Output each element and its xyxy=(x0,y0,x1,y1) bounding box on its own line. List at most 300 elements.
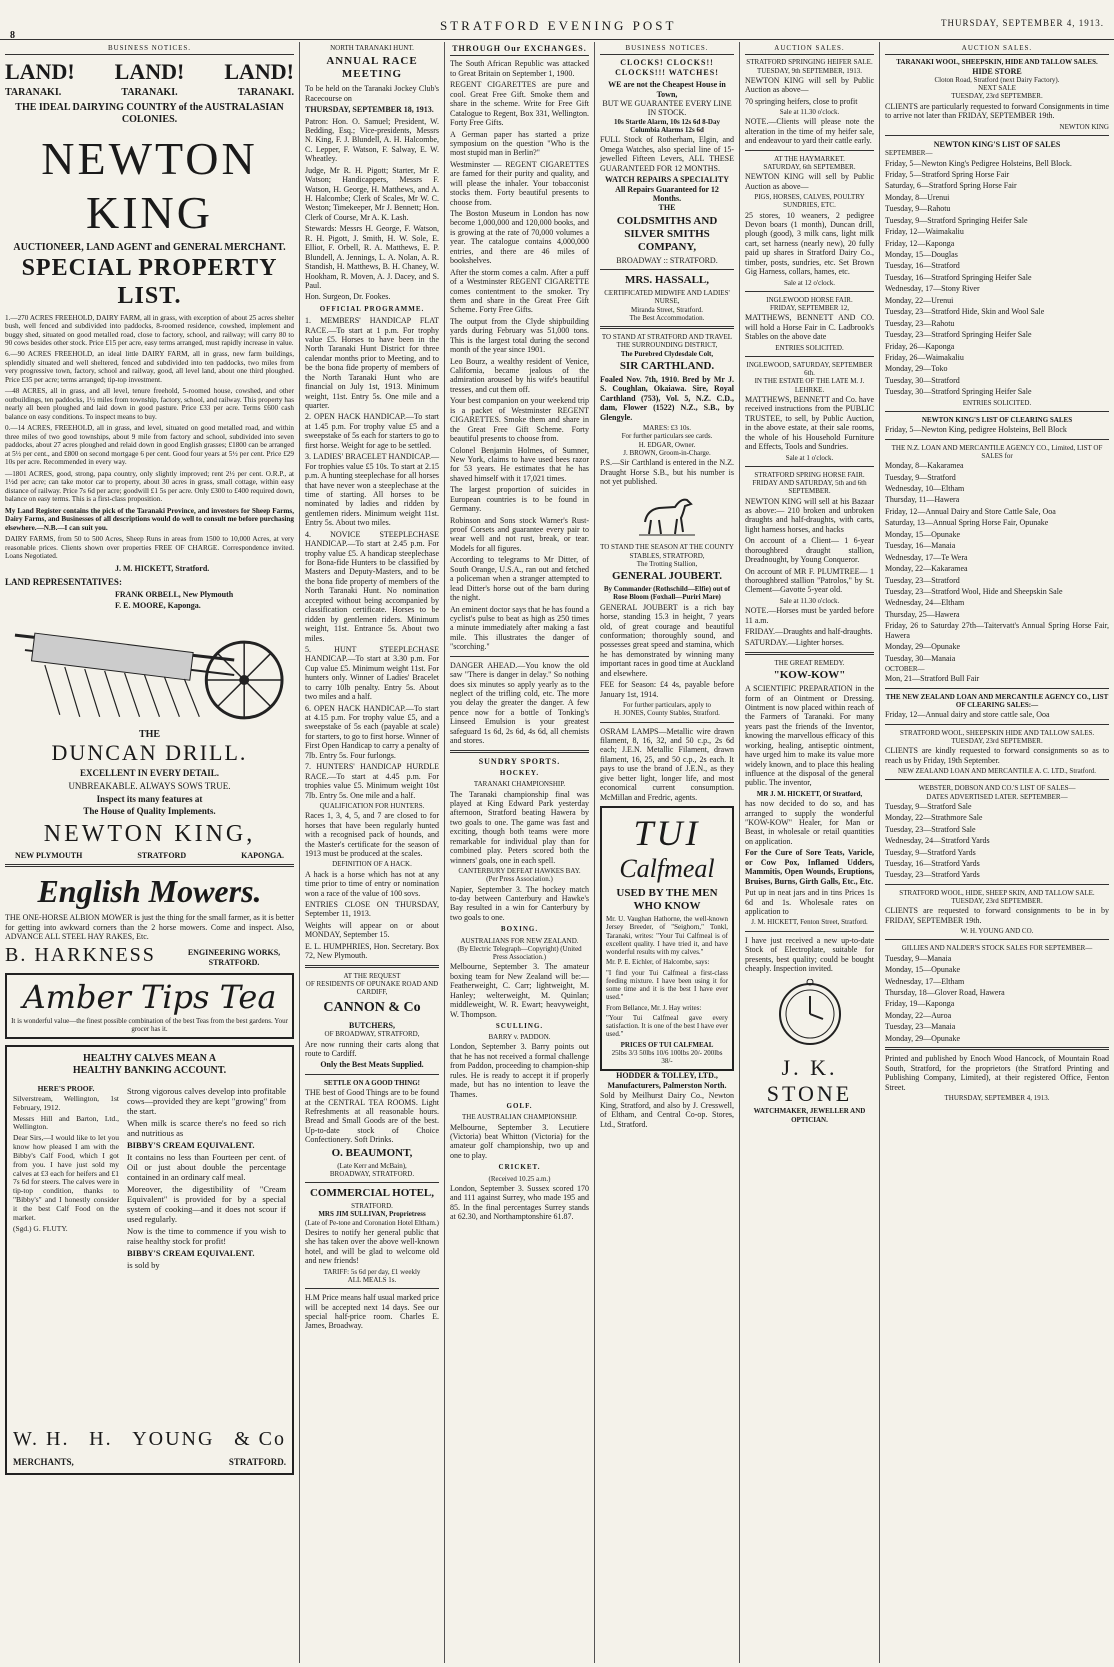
fair-time: Sale at 11.30 o'clock. xyxy=(779,596,840,605)
column-4 xyxy=(595,42,740,1663)
location: STRATFORD xyxy=(137,851,187,861)
amber-tips-tea-ad xyxy=(5,973,294,1039)
clock-illustration xyxy=(745,979,874,1049)
trotting: The Trotting Stallion, xyxy=(636,559,698,568)
sale-item: Tuesday, 23—Stratford Wool, Hide and Sheepskin Sale xyxy=(885,586,1063,596)
the-label: THE xyxy=(138,728,161,740)
haymarket: AT THE HAYMARKET. xyxy=(774,154,845,163)
kow-kow: "KOW-KOW" xyxy=(773,669,846,682)
issue-date: THURSDAY, SEPTEMBER 4, 1913. xyxy=(940,18,1104,28)
divider xyxy=(600,326,734,329)
repairs: WATCH REPAIRS A SPECIALITY All Repairs Guaranteed for 12 Months. xyxy=(605,175,729,203)
sale-item: Tuesday, 16—Stratford Yards xyxy=(885,858,980,868)
listing: —1801 ACRES, good, strong, papa country, only slightly improved; rent 2½ per cent. O.R.P., at 1½d per acre; can take motor car to property, about 30 acres in grass, small cottage, within easy distance of railway. Price 7s 6d per acre; goodwill £1 5s per acre. Only £300 to £400 required down, balance on easy terms. This is a first-class proposition. xyxy=(5,469,294,504)
weights: Weights will appear on or about MONDAY, September 15. xyxy=(305,920,439,940)
bibbys-line: When milk is scarce there's no feed so rich and nutritious as xyxy=(127,1118,286,1139)
hunt-line: Judge, Mr R. H. Pigott; Starter, Mr F. Watson; Handicappers, Messrs F. Watson, H. George, H. Matthews, and A. H. Halcombe; Clerk of Scales, Mr W. C. Weston; Timekeeper, Mr J. Bennett; Hon. Clerk of Course, Mr A. K. Lash. xyxy=(305,165,439,222)
programme-head: OFFICIAL PROGRAMME. xyxy=(319,304,425,313)
copyright: (By Electric Telegraph—Copyright) (United Press Association.) xyxy=(457,944,582,962)
sale-item: Friday, 26—Waimakaliu xyxy=(885,352,964,362)
sale-item: Tuesday, 16—Stratford Springing Heifer Sale xyxy=(885,272,1032,282)
listing: 6.—90 ACRES FREEHOLD, an ideal little DAIRY FARM, all in grass, new farm buildings, splendidly situated and well sheltered, fenced and subdivided into ten paddocks, two miles from very progressive town, factory, school and railway, good, all level land, about one third ploughed. Price £35 per acre; terms arranged; tip-top investment. xyxy=(5,350,294,384)
sundry-sports: SUNDRY SPORTS. xyxy=(478,756,561,766)
sale-item: Mon, 21—Stratford Bull Fair xyxy=(885,674,980,684)
hassall: MRS. HASSALL, xyxy=(624,274,710,287)
sullivan: MRS JIM SULLIVAN, Proprietress xyxy=(318,1210,426,1219)
cannon-text: Are now running their carts along that route to Cardiff. xyxy=(305,1039,439,1058)
nk-sign: NEWTON KING xyxy=(1059,122,1109,131)
sale-item: Thursday, 11—Hawera xyxy=(885,495,960,505)
exchange-item: REGENT CIGARETTES are pure and cool. Great Free Gift. Smoke them and share in the scheme. Write for Free Gift Catalogue to Regent, Box 331, Wellington. Forty Free Gifts. xyxy=(450,80,589,128)
sale-item: Friday, 12—Annual dairy and store cattle sale, Ooa xyxy=(885,710,1050,720)
divider xyxy=(745,291,874,292)
fair-note: NOTE.—Horses must be yarded before 11 a.m. xyxy=(745,606,874,625)
sale-item: Monday, 22—Urenui xyxy=(885,295,954,305)
locations-row xyxy=(5,851,294,860)
kow-text2: has now decided to do so, and has arranged to supply the wonderful "KOW-KOW" Healer, for Man or Beast, in wholesale or retail quantities on application. xyxy=(745,799,874,846)
guarantee: BUT WE GUARANTEE EVERY LINE IN STOCK. xyxy=(602,99,732,118)
mares: MARES: £3 10s. xyxy=(642,424,692,433)
proof-line: Messrs Hill and Barton, Ltd., Wellington. xyxy=(13,1113,119,1132)
programme-item: 6. OPEN HACK HANDICAP.—To start at 4.15 p.m. For trophy value £5, and a sweepstake of 5s each (payable at scale) for starters, to go to first horse. Winner of First Open Handicap to carry a penalty of 7lb. Entry 5s. Four furlongs. xyxy=(305,703,439,760)
bibbys-line: BIBBY'S CREAM EQUIVALENT. xyxy=(127,1140,255,1151)
bellance-text: "Your Tui Calfmeal gave every satisfaction. It is one of the best I have ever used." xyxy=(606,1013,728,1039)
wh-young-row xyxy=(13,1428,286,1452)
kow-cures: For the Cure of Sore Teats, Varicle, or Cow Pox, Inflamed Udders, Mammitis, Open Wounds, Eruptions, Bruises, Burns, Girth Galls, Etc., Etc. xyxy=(745,848,874,886)
sale-item: Tuesday, 9—Stratford Sale xyxy=(885,801,972,811)
divider xyxy=(5,864,294,867)
column-5 xyxy=(740,42,880,1663)
location: KAPONGA. xyxy=(241,851,284,861)
rep-name: F. E. MOORE, Kaponga. xyxy=(115,601,201,611)
tariff: TARIFF: 5s 6d per day, £1 weekly xyxy=(323,1267,421,1276)
sale-item: Monday, 15—Opunake xyxy=(885,965,961,975)
programme-item: 4. NOVICE STEEPLECHASE HANDICAP.—To start at 2.45 p.m. For trophy value £5. A handicap steeplechase for Bona-fide Hunters to be classified by Masters and Deputy-Masters, and to be the bona fide property of members of the North Taranaki Hunt. No nomination accepted without being accompanied by classification certificate. Horses to be ridden by gentlemen riders. Minimum weight, 11st. Entrance 5s. About two miles. xyxy=(305,529,439,643)
drill-line: UNBREAKABLE. ALWAYS SOWS TRUE. xyxy=(68,780,231,791)
coldsmiths: COLDSMITHS AND SILVER SMITHS COMPANY, xyxy=(616,214,718,253)
sale-item: Tuesday, 9—Manaia xyxy=(885,953,952,963)
exchange-item: Colonel Benjamin Holmes, of Sumner, New York, claims to have used bees razor for 53 years. He estimates that he has shaved himself with it 17,021 times. xyxy=(450,445,589,483)
webster-sales-list xyxy=(885,802,1109,880)
pigs-head: PIGS, HORSES, CALVES, POULTRY SUNDRIES, ETC. xyxy=(754,193,865,210)
exchange-item: According to telegrams to Mr Ditter, of South Orange, U.S.A., ran out and fetched a policeman when a stranger attempted to lead Ditter's horse out of the barn during the night. xyxy=(450,555,589,603)
hunt-head: NORTH TARANAKI HUNT. xyxy=(330,44,414,52)
golf-head: GOLF. xyxy=(506,1102,533,1111)
not-cheapest: WE are not the Cheapest House in Town, xyxy=(608,80,726,99)
stwool-head: STRATFORD WOOL, HIDE, SHEEP SKIN, AND TALLOW SALE. xyxy=(899,888,1095,897)
hunt-line: Patron: Hon. O. Samuel; President, W. Bedding, Esq.; Vice-presidents, Messrs N. King, F. J. Blundell, A. H. Halcombe, C. Lepper, F. Watson, F. Salway, E. W. Wheatley. xyxy=(305,116,439,164)
column-3 xyxy=(445,42,595,1663)
hunt-line: Stewards: Messrs H. George, F. Watson, R. H. Pigott, J. Smith, H. W. Sole, E. Elliot, F. Orbell, R. A. Matthews, E. P. Blundell, A. Jennings, L. A. Nolan, A. R. Standish, H. Matthews, B. H. Chaney, W. Hookham, R. Moven, A. J. Dacey, and S. Paul. xyxy=(305,224,439,290)
divider xyxy=(745,466,874,467)
calfmeal-title: Calfmeal xyxy=(619,854,715,884)
owner: H. EDGAR, Owner. xyxy=(638,440,696,449)
divider xyxy=(885,439,1109,440)
bibbys-line: Strong vigorous calves develop into profitable cows—provided they are kept "growing" from the start. xyxy=(127,1085,286,1117)
newton-king-title: NEWTON KING xyxy=(41,132,258,238)
apply-cards: For further particulars see cards. xyxy=(621,432,713,441)
harkness-row xyxy=(5,944,294,968)
exchange-item: Westminster — REGENT CIGARETTES are famed for their purity and quality, and will please the inhaler. Your tobacconist stocks them. Forty beautiful presents to choose from. xyxy=(450,159,589,207)
secretary: E. L. HUMPHRIES, Hon. Secretary. Box 72, New Plymouth. xyxy=(305,941,439,961)
calves-grid xyxy=(13,1085,286,1272)
stwool-firm: W. H. YOUNG AND CO. xyxy=(960,927,1034,936)
amber-tips-tea: Amber Tips Tea xyxy=(22,978,277,1017)
sale-item: Tuesday, 30—Manaia xyxy=(885,653,956,663)
bibbys-line: Now is the time to commence if you wish to raise healthy stock for profit! xyxy=(127,1226,286,1247)
cricket-recv: (Received 10.25 a.m.) xyxy=(488,1174,551,1183)
dairy-farms: DAIRY FARMS, from 50 to 500 Acres, Sheep Runs in areas from 1500 to 10,000 Acres, at very reasonable prices. Clients shown over properties FREE OF CHARGE. Correspondence invited. Loans Negotiated. xyxy=(5,535,294,561)
sale-item: Friday, 12—Annual Dairy and Store Cattle Sale, Ooa xyxy=(885,506,1056,516)
section-heading: AUCTION SALES. xyxy=(885,44,1109,55)
sale-item: Monday, 22—Kakaramea xyxy=(885,564,968,574)
duncan-drill: DUNCAN DRILL. xyxy=(51,740,248,766)
barry-head: BARRY v. PADDON. xyxy=(488,1033,551,1042)
sale-item: Monday, 15—Opunake xyxy=(885,529,961,539)
stone-name: J. K. STONE xyxy=(766,1055,853,1107)
taranaki-row xyxy=(5,87,294,99)
prices-head: PRICES OF TUI CALFMEAL xyxy=(620,1040,714,1049)
qual-text: Races 1, 3, 4, 5, and 7 are closed to for horses that have been regularly hunted with a recognised pack of hounds, and the Master's certificate for the season of 1913 must be produced at the scales. xyxy=(305,811,439,858)
principal-name: J. M. HICKETT, Stratford. xyxy=(115,563,210,573)
sir-carthland: SIR CARTHLAND. xyxy=(619,359,715,372)
sale-item: Monday, 22—Auroa xyxy=(885,1010,952,1020)
pigs-items: 25 stores, 10 weaners, 2 pedigree Devon boars (1 month), Duncan drill, plough (good), 3 milk cans, light milk cart, set harness (nearly new), 20 fully paid up shares in Stratford Dairy Co., timber, posts, sundries, etc. Set Brown Gig Harness, collars, hames, etc. xyxy=(745,210,874,277)
masthead xyxy=(0,0,1114,40)
taranaki-word: TARANAKI. xyxy=(237,87,294,99)
def-head: DEFINITION OF A HACK. xyxy=(332,860,412,869)
divider xyxy=(745,356,874,357)
settle-text: THE best of Good Things are to be found at the CENTRAL TEA ROOMS. Light Refreshments at all reasonable hours. Bread and Small Goods are of the best. Up-to-date stock of Choice Confectionery. Soft Drinks. xyxy=(305,1088,439,1145)
ideal-dairying: THE IDEAL DAIRYING COUNTRY of the AUSTRALASIAN COLONIES. xyxy=(15,102,284,125)
hockey-head: HOCKEY. xyxy=(499,769,540,778)
divider xyxy=(885,135,1109,136)
printed-note: Printed and published by Enoch Wood Hancock, of Mountain Road South, Stratford, for the proprietors (the Stratford Printing and Publishing Company, Limited), at their registered Office, Fenton Street. xyxy=(885,1054,1109,1092)
kow-price: Put up in neat jars and in tins Prices 1s 6d and 1s. Wholesale rates on application to xyxy=(745,888,874,916)
hickett: MR J. M. HICKETT, Of Stratford, xyxy=(756,789,863,798)
exchanges-head: THROUGH Our EXCHANGES. xyxy=(450,44,589,56)
hunt-line: Hon. Surgeon, Dr. Fookes. xyxy=(305,292,391,302)
special-property-list: SPECIAL PROPERTY LIST. xyxy=(21,254,278,310)
sale-item: Tuesday, 9—Stratford Springing Heifer Sale xyxy=(885,215,1028,225)
cricket-text: London, September 3. Sussex scored 170 and 111 against Surrey, who made 195 and 85. In the final percentages Surrey stands at 62.30, and Northamptonshire 61.87. xyxy=(450,1183,589,1222)
wool2-firm: NEW ZEALAND LOAN AND MERCANTILE A. C. LTD., Stratford. xyxy=(897,767,1097,775)
broadway: OF BROADWAY, STRATFORD, xyxy=(324,1030,420,1039)
sale-item: Wednesday, 17—Eltham xyxy=(885,976,965,986)
proof-line: (Sgd.) G. FLUTY. xyxy=(13,1223,68,1233)
clients-note: CLIENTS are particularly requested to forward Consignments in time to arrive not later than FRIDAY, SEPTEMBER 19th. xyxy=(885,101,1109,121)
divider xyxy=(305,965,439,968)
used-by: USED BY THE MEN WHO KNOW xyxy=(616,887,718,913)
sale-item: Tuesday, 23—Stratford Sale xyxy=(885,824,976,834)
jones: H. JONES, County Stables, Stratford. xyxy=(614,709,720,718)
beaumont-sub: (Late Kerr and McBain), xyxy=(337,1161,407,1170)
calves-title: HEALTHY BANKING ACCOUNT. xyxy=(72,1065,227,1077)
sale-item: Tuesday, 23—Stratford Hide, Skin and Wool Sale xyxy=(885,307,1045,317)
saturday-note: SATURDAY.—Lighter horses. xyxy=(745,638,844,648)
divider xyxy=(305,1182,439,1183)
sale-item: Tuesday, 23—Manaia xyxy=(885,1022,956,1032)
haymarket-text: NEWTON KING will sell by Public Auction as above— xyxy=(745,172,874,191)
sale-item: Friday, 5—Stratford Spring Horse Fair xyxy=(885,169,1010,179)
sale-item: Wednesday, 24—Stratford Yards xyxy=(885,836,990,846)
sale-item: Tuesday, 9—Stratford Yards xyxy=(885,847,976,857)
divider xyxy=(305,1288,439,1289)
sculling-head: SCULLING. xyxy=(495,1021,544,1030)
stwool-text: CLIENTS are requested to forward consignments to be in by FRIDAY, SEPTEMBER 19th. xyxy=(885,906,1109,925)
fee: FEE for Season: £4 4s, payable before January 1st, 1914. xyxy=(600,680,734,699)
gillies-sales-list xyxy=(885,954,1109,1044)
commercial-text: Desires to notify her general public that she has taken over the above well-known hotel, and will be glad to welcome old and new friends! xyxy=(305,1227,439,1266)
race-meeting: ANNUAL RACE MEETING xyxy=(326,55,418,81)
harkness-sub: ENGINEERING WORKS, STRATFORD. xyxy=(187,948,281,967)
october-label: OCTOBER— xyxy=(885,665,925,673)
bellance: From Bellance, Mr. J. Hay writes: xyxy=(606,1003,702,1012)
hassall-best: The Best Accommodation. xyxy=(629,313,705,322)
sale-item: Tuesday, 30—Stratford Springing Heifer Sale xyxy=(885,387,1032,397)
footer-date: THURSDAY, SEPTEMBER 4, 1913. xyxy=(944,1093,1050,1102)
divider xyxy=(600,722,734,723)
wool-head: TARANAKI WOOL, SHEEPSKIN, HIDE AND TALLOW SALES. xyxy=(896,58,1098,67)
beaumont: O. BEAUMONT, xyxy=(331,1146,413,1159)
sale-item: Friday, 5—Newton King's Pedigree Holsteins, Bell Block. xyxy=(885,158,1072,168)
qual-head: QUALIFICATION FOR HUNTERS. xyxy=(319,801,425,810)
estate: IN THE ESTATE OF THE LATE M. J. LEHRKE. xyxy=(754,377,865,394)
inglewood-date: FRIDAY, SEPTEMBER 12, xyxy=(770,304,849,313)
taranaki-word: TARANAKI. xyxy=(5,87,62,99)
proof-head: HERE'S PROOF. xyxy=(37,1083,95,1093)
calves-title: HEALTHY CALVES MEAN A xyxy=(82,1053,217,1065)
eichler: Mr. P. E. Eichler, of Halcombe, says: xyxy=(606,958,710,967)
spring-text: NEWTON KING will sell by Public Auction as above— xyxy=(745,75,874,95)
drill-line: Inspect its many features at xyxy=(96,793,203,804)
spring-date: TUESDAY, 9th SEPTEMBER, 1913. xyxy=(756,66,863,75)
divider xyxy=(745,652,874,655)
divider xyxy=(600,269,734,270)
proof-line: Silverstream, Wellington, 1st February, 1912. xyxy=(13,1093,119,1112)
section-heading: AUCTION SALES. xyxy=(745,44,874,55)
clearing-item: Friday, 5—Newton King, pedigree Holsteins, Bell Block xyxy=(885,425,1067,435)
sculling-text: London, September 3. Barry points out that he has not received a formal challenge from Paddon, proceeding to champion-ship rules. He is ready to accept it if properly made, but has no intention to leave the Thames. xyxy=(450,1042,589,1099)
joubert-text: GENERAL JOUBERT is a rich bay horse, standing 15.3 in height, 7 years old, of great courage and beautiful conformation; thoroughly sound, and possesses great speed and stamina, which he has demonstrated by winning many important races in good time at Auckland and elsewhere. xyxy=(600,602,734,678)
press-assoc: (Per Press Association.) xyxy=(486,875,553,884)
friday-note: FRIDAY.—Draughts and half-draughts. xyxy=(745,627,873,636)
column-6 xyxy=(880,42,1114,1663)
sale-item: Tuesday, 16—Stratford xyxy=(885,261,960,271)
amber-sub: It is wonderful value—the finest possible combination of the best Teas from the best gardens. Your grocer has it. xyxy=(11,1016,288,1034)
cannon-best: Only the Best Meats Supplied. xyxy=(320,1060,424,1070)
entries-close: ENTRIES CLOSE ON THURSDAY, September 11, 1913. xyxy=(305,899,439,919)
eichler-text: "I find your Tui Calfmeal a first-class feeding mixture. I have been using it for some time and it is the best I have ever used." xyxy=(606,968,728,1002)
residents: OF RESIDENTS OF OPUNAKE ROAD AND CARDIFF, xyxy=(305,979,439,997)
nzloan-head: THE NEW ZEALAND LOAN AND MERCANTILE AGENCY CO., LIST OF CLEARING SALES:— xyxy=(885,692,1109,709)
taranaki-word: TARANAKI. xyxy=(121,87,178,99)
wh-young-part: W. H. xyxy=(13,1427,70,1450)
bibbys-line: It contains no less than Fourteen per cent. of Oil or just about double the percentage contained in an ordinary calf meal. xyxy=(127,1152,286,1183)
general-joubert: GENERAL JOUBERT. xyxy=(611,570,723,583)
fair-head: STRATFORD SPRING HORSE FAIR. xyxy=(754,470,865,479)
nzl-head: THE N.Z. LOAN AND MERCANTILE AGENCY CO., Limited, LIST OF SALES for xyxy=(891,443,1103,460)
programme-item: 3. LADIES' BRACELET HANDICAP.—For trophies value £5 10s. To start at 2.15 p.m. A hunting steeplechase for all horses that have never won a steeplechase at the time of starting. All horses to be nominated by ladies and ridden by gentlemen riders. Minimum weight 11st. Entry 5s. About two miles. xyxy=(305,452,439,528)
section-heading: BUSINESS NOTICES. xyxy=(5,44,294,55)
cricket-head: CRICKET. xyxy=(498,1163,541,1172)
proof-column xyxy=(13,1085,119,1272)
sale-item: Monday, 15—Douglas xyxy=(885,250,958,259)
spring-note: NOTE.—Clients will please note the alteration in the time of my heifer sale, and endeavour to yard their cattle early. xyxy=(745,117,874,146)
stone-sub: WATCHMAKER, JEWELLER AND OPTICIAN. xyxy=(753,1107,866,1124)
programme-item: 1. MEMBERS' HANDICAP FLAT RACE.—To start at 1 p.m. For trophy value £5. Horses to have been in the North Taranaki Hunt District for three calendar months prior to Meeting, and to be the bona fide property of members of the North Taranaki Hunt who are financial on July 1st, 1913. Minimum weight, 11st. Entry 5s. One mile and a quarter. xyxy=(305,316,439,410)
stand2-head: TO STAND THE SEASON AT THE COUNTY STABLES, STRATFORD, xyxy=(600,543,734,560)
sale-item: Monday, 8—Kakaramea xyxy=(885,461,964,471)
harkness-name: B. HARKNESS xyxy=(5,943,156,966)
paper-title: STRATFORD EVENING POST xyxy=(440,18,677,33)
exchange-item: An eminent doctor says that he has found a cyclist's pulse to beat as high as 250 times a minute immediately after making a fast mile. This illustrates the danger of "scorching." xyxy=(450,604,589,652)
commercial-loc: STRATFORD. xyxy=(351,1202,393,1211)
english-mowers: English Mowers. xyxy=(37,873,262,910)
land-word: LAND! xyxy=(114,59,185,85)
sale-item: Thursday, 18—Glover Road, Hawera xyxy=(885,988,1005,997)
sale-item: Tuesday, 23—Stratford Springing Heifer Sale xyxy=(885,330,1032,340)
canterbury-head: CANTERBURY DEFEAT HAWKES BAY. xyxy=(458,867,581,876)
next-sale: NEXT SALE xyxy=(978,84,1016,93)
wool2-text: CLIENTS are kindly requested to forward consignments so as to reach us by Friday, 19th September. xyxy=(885,746,1109,765)
exchange-item: Leo Bourz, a wealthy resident of Venice, California, became jealous of the admiration aroused by his wife's beautiful tresses, and cut them off. xyxy=(450,356,589,394)
the-label: THE xyxy=(658,203,676,213)
kow-text: A SCIENTIFIC PREPARATION in the form of an Ointment or Dressing. Ointment is now placed within reach of the Farmers of Taranaki. For many years past the friends of the Inventor, knowing the marvellous efficacy of this working, healing, antiseptic ointment, have urged him to make its value more widely known, and to place this healing influence at the disposal of the general public. The inventor, xyxy=(745,684,874,788)
spring-time: Sale at 11.30 o'clock. xyxy=(779,108,840,117)
sale-item: Monday, 29—Opunake xyxy=(885,642,961,652)
bibbys-line: BIBBY'S CREAM EQUIVALENT. xyxy=(127,1248,255,1259)
bibbys-column xyxy=(127,1085,286,1272)
gillies-head: GILLIES AND NALDER'S STOCK SALES FOR SEPTEMBER— xyxy=(901,944,1093,953)
cannon-co: CANNON & Co xyxy=(323,1000,421,1016)
carthland-text: Foaled Nov. 7th, 1910. Bred by Mr J. S. Coughlan, Okaiawa. Sire, Royal Carthland (753), Vol. 5, N.Z. C.D., dam, Flower (1522) N.Z., S.B., by Glengyle. xyxy=(600,374,734,422)
spring-head: STRATFORD SPRINGING HEIFER SALE. xyxy=(746,58,873,67)
golf-text: Melbourne, September 3. Lecutiere (Victoria) beat Whitton (Victoria) for the amateur golf championship, two up and one to play. xyxy=(450,1122,589,1160)
fair-date: FRIDAY AND SATURDAY, 5th and 6th SEPTEMBER. xyxy=(752,479,867,496)
inglewood-text: MATTHEWS, BENNETT AND CO. will hold a Horse Fair in C. Ladbrook's Stables on the above date xyxy=(745,313,874,342)
divider xyxy=(305,1074,439,1075)
divider xyxy=(885,884,1109,885)
stwool-date: TUESDAY, 23rd SEPTEMBER. xyxy=(951,897,1043,906)
wh-young-part: YOUNG xyxy=(132,1427,215,1450)
wh-young-part: & Co xyxy=(234,1427,286,1450)
bibbys-line: Moreover, the digestibility of "Cream Equivalent" is provided for by a special system of cooking—and it does not scour if used regularly. xyxy=(127,1184,286,1225)
sale-item: Tuesday, 9—Stratford xyxy=(885,472,956,482)
bibbys-ad xyxy=(5,1045,294,1475)
wool2-head: STRATFORD WOOL, SHEEPSKIN HIDE AND TALLOW SALES. xyxy=(899,728,1095,737)
aus-champ: THE AUSTRALIAN CHAMPIONSHIP. xyxy=(462,1113,577,1122)
column-2 xyxy=(300,42,445,1663)
exchange-item: The output from the Clyde shipbuilding yards during February was 51,000 tons. This is the largest total during the second month of the year since 1901. xyxy=(450,316,589,355)
beaumont-addr: BROADWAY, STRATFORD. xyxy=(329,1169,415,1178)
tui-calfmeal-ad xyxy=(600,806,734,1071)
rep-name: FRANK ORBELL, New Plymouth xyxy=(115,589,234,599)
clocks-head: CLOCKS! CLOCKS!! CLOCKS!!! WATCHES! xyxy=(615,58,719,77)
hockey-text: The Taranaki championship final was played at King Edward Park yesterday afternoon, Stratford beating Hawera by two goals to one. The game was fast and exciting, though both teams were more remarkable for individual play than for combined play. Peters scored both the winners' goals, one in each spell. xyxy=(450,789,589,865)
sale-item: Wednesday, 17—Te Wera xyxy=(885,552,968,562)
hassall-sub: CERTIFICATED MIDWIFE AND LADIES' NURSE, xyxy=(604,289,730,306)
divider xyxy=(450,656,589,657)
further: For further particulars, apply to xyxy=(622,701,712,709)
spring-items: 70 springing heifers, close to profit xyxy=(745,96,858,106)
programme-item: 7. HUNTERS' HANDICAP HURDLE RACE.—To start at 4.45 p.m. For trophies value £5. Minimum weight 10st 7lb. Entry 5s. One mile and a half. xyxy=(305,762,439,800)
programme-item: 5. HUNT STEEPLECHASE HANDICAP.—To start at 3.30 p.m. For Cup value £5. Minimum weight 11st. For hunters only. Winner of Ladies' Bracelet to carry 10lb penalty. Entry 5s. About two miles and a half. xyxy=(305,644,439,702)
merchants-word: MERCHANTS, xyxy=(13,1456,74,1467)
sale-item: Thursday, 25—Hawera xyxy=(885,609,960,619)
tui-text: Mr. U. Vaughan Hathorne, the well-known Jersey Breeder, of "Seighorn," Tonkl, Taranaki, writes: "Your Tui Calfmeal is of excellent quality. I have tried it, and have wonderful results with my calves." xyxy=(606,915,728,957)
kow-addr: J. M. HICKETT, Fenton Street, Stratford. xyxy=(751,918,868,927)
divider xyxy=(885,779,1109,780)
clearing-head: NEWTON KING'S LIST OF CLEARING SALES xyxy=(921,415,1073,424)
sale-item: Tuesday, 23—Stratford xyxy=(885,575,960,585)
meals: ALL MEALS 1s. xyxy=(347,1275,397,1284)
inglewood: INGLEWOOD HORSE FAIR. xyxy=(766,295,853,304)
request: AT THE REQUEST xyxy=(343,971,401,980)
tui-title: TUI xyxy=(633,813,701,853)
hodder: HODDER & TOLLEY, LTD., Manufacturers, Palmerston North. xyxy=(607,1071,727,1090)
taranaki-champ: TARANAKI CHAMPIONSHIP. xyxy=(473,780,566,789)
clock-icon xyxy=(775,979,845,1049)
exchange-item: After the storm comes a calm. After a puff of a Westminster REGENT CIGARETTE comes contentment to the smoker. Try them and share in the Great Free Gift Scheme. Forty Free Gifts. xyxy=(450,267,589,315)
land-word: LAND! xyxy=(224,59,294,85)
ingle2: INGLEWOOD, SATURDAY, SEPTEMBER 6th. xyxy=(746,360,873,378)
bottom-note: H.M Price means half usual marked price will be accepted next 14 days. See our special half-price room. Charles E. James, Broadway. xyxy=(305,1293,439,1331)
sullivan-sub: (Late of Pe-tone and Coronation Hotel Eltham.) xyxy=(305,1218,439,1227)
stock-note: I have just received a new up-to-date Stock of Electroplate, suitable for presents, best quality; could be bought cheaply. Inspection invited. xyxy=(745,935,874,973)
divider xyxy=(745,931,874,932)
page-number: 8 xyxy=(10,30,15,41)
sale-item: Wednesday, 24—Eltham xyxy=(885,598,965,608)
webster-head: WEBSTER, DOBSON AND CO.'S LIST OF SALES— xyxy=(918,784,1076,793)
wool2-date: TUESDAY, 23rd SEPTEMBER. xyxy=(951,736,1043,745)
pigs-time: Sale at 12 o'clock. xyxy=(783,278,836,287)
seed-drill-illustration xyxy=(5,615,294,725)
proof-line: Dear Sirs,—I would like to let you know how pleased I am with the Bibby's Calf Food, which I got from you. I have just sold my calves at £3 each for heifers and £1 7s 6d for steers. The calves were in tip-top condition, thanks to "Bibby's" and I honestly consider it the best Calf Food on the market. xyxy=(13,1133,119,1222)
stand-head: TO STAND AT STRATFORD AND TRAVEL THE SURROUNDING DISTRICT, xyxy=(601,333,733,350)
hassall-addr: Miranda Street, Stratford. xyxy=(631,305,703,314)
divider xyxy=(745,150,874,151)
sale-item: Saturday, 13—Annual Spring Horse Fair, Opunake xyxy=(885,518,1049,528)
butchers: BUTCHERS, xyxy=(348,1020,395,1030)
fair-text: NEWTON KING will sell at his Bazaar as above:— 210 broken and unbroken draughts and half-draughts, with carts, light harness horses, and hacks xyxy=(745,496,874,534)
commercial-hotel: COMMERCIAL HOTEL, xyxy=(309,1187,435,1200)
prices: 25lbs 3/3 50lbs 10/6 100lbs 20/- 200lbs 38/- xyxy=(611,1048,723,1066)
joubert-sub: By Commander (Rothschild—Elfie) out of Rose Bloom (Foxhall—Puriri Mare) xyxy=(603,585,731,602)
broadway: BROADWAY :: STRATFORD. xyxy=(616,255,718,265)
location: NEW PLYMOUTH xyxy=(15,851,83,861)
full-stock: FULL Stock of Rotherham, Elgin, and Omega Watches, also special line of 15-jewelled Fifteen Levers, ALL THESE GUARANTEED FOR 12 MONTHS. xyxy=(600,135,734,173)
sale-item: Tuesday, 9—Rahotu xyxy=(885,204,951,214)
haymarket-date: SATURDAY, 6th SEPTEMBER. xyxy=(763,162,856,171)
divider xyxy=(885,724,1109,725)
boxing-text: Melbourne, September 3. The amateur boxing team for New Zealand will be:—Featherweight, C. Carr; lightweight, M. Hanley; welterweight, M. Quinlan; middleweight, W. R. Ewart; heavyweight, W. Thompson. xyxy=(450,962,589,1019)
ps-note: P.S.—Sir Carthland is entered in the N.Z. Draught Horse S.B., but his number is not yet published. xyxy=(600,458,734,486)
hide-text: Cloton Road, Stratford (next Dairy Factory). xyxy=(934,75,1060,84)
next-date: TUESDAY, 23rd SEPTEMBER. xyxy=(951,92,1043,101)
drill-line: EXCELLENT IN EVERY DETAIL. xyxy=(79,768,220,779)
fair-client: On account of a Client— 1 6-year thoroughbred draught stallion, Dreadnought, by Young Conqueror. xyxy=(745,536,874,565)
sale-item: Monday, 29—Opunake xyxy=(885,1033,961,1043)
section-heading: BUSINESS NOTICES. xyxy=(600,44,734,55)
canterbury-text: Napier, September 3. The hockey match to-day between Canterbury and Hawke's Bay resulted in a win for Canterbury by two goals to one. xyxy=(450,884,589,922)
webster-sub: DATES ADVERTISED LATER. SEPTEMBER— xyxy=(926,792,1068,801)
sale-item: Wednesday, 17—Stony River xyxy=(885,284,980,294)
land-word: LAND! xyxy=(5,59,75,85)
hunt-line: To be held on the Taranaki Jockey Club's Racecourse on xyxy=(305,84,439,103)
purebred: The Purebred Clydesdale Colt, xyxy=(620,349,714,358)
wh-young-part: H. xyxy=(89,1427,113,1450)
